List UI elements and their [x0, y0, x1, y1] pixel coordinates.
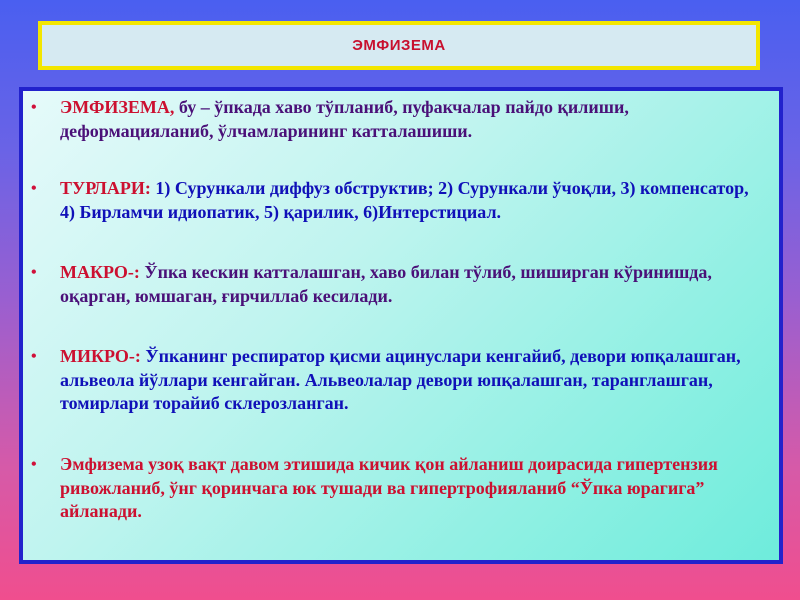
bullet-dot: • — [31, 180, 37, 197]
bullet-body: Эмфизема узоқ вақт давом этишида кичик қон айланиш доирасида гипертензия ривожланиб, ўнг қоринчага юк тушади ва гипертрофияланиб “Ўпка юрагига” айланади. — [60, 454, 718, 521]
bullet-text — [60, 177, 761, 224]
bullet-macro — [31, 261, 761, 308]
slide-content-box — [19, 87, 783, 564]
bullet-body: Ўпканинг респиратор қисми ацинуслари кенгайиб, девори юпқалашган, альвеола йўллари кенгайган. Альвеолалар девори юпқалашган, таранглашган, томирлари торайиб склерозланган. — [60, 346, 741, 413]
bullet-dot: • — [31, 348, 37, 365]
bullet-dot: • — [31, 264, 37, 281]
slide-title: ЭМФИЗЕМА — [352, 37, 446, 54]
bullet-dot: • — [31, 456, 37, 473]
bullet-body: 1) Сурункали диффуз обструктив; 2) Сурункали ўчоқли, 3) компенсатор, 4) Бирламчи идиопатик, 5) қарилик, 6)Интерстициал. — [60, 178, 749, 222]
bullet-body: Ўпка кескин катталашган, хаво билан тўлиб, шиширган кўринишда, оқарган, юмшаган, ғирчиллаб кесилади. — [60, 262, 712, 306]
bullet-label: МИКРО-: — [60, 346, 141, 366]
slide-title-box — [38, 21, 760, 70]
bullet-micro — [31, 345, 761, 416]
bullet-body: бу – ўпкада хаво тўпланиб, пуфакчалар пайдо қилиши, деформацияланиб, ўлчамларининг катталашиши. — [60, 97, 629, 141]
bullet-types — [31, 177, 761, 224]
bullet-definition — [31, 96, 761, 143]
bullet-dot: • — [31, 99, 37, 116]
bullet-text — [60, 453, 761, 524]
bullet-text — [60, 345, 761, 416]
bullet-label: ТУРЛАРИ: — [60, 178, 151, 198]
bullet-label: МАКРО-: — [60, 262, 140, 282]
bullet-text — [60, 96, 761, 143]
bullet-complication — [31, 453, 761, 524]
bullet-label: ЭМФИЗЕМА, — [60, 97, 175, 117]
bullet-text — [60, 261, 761, 308]
